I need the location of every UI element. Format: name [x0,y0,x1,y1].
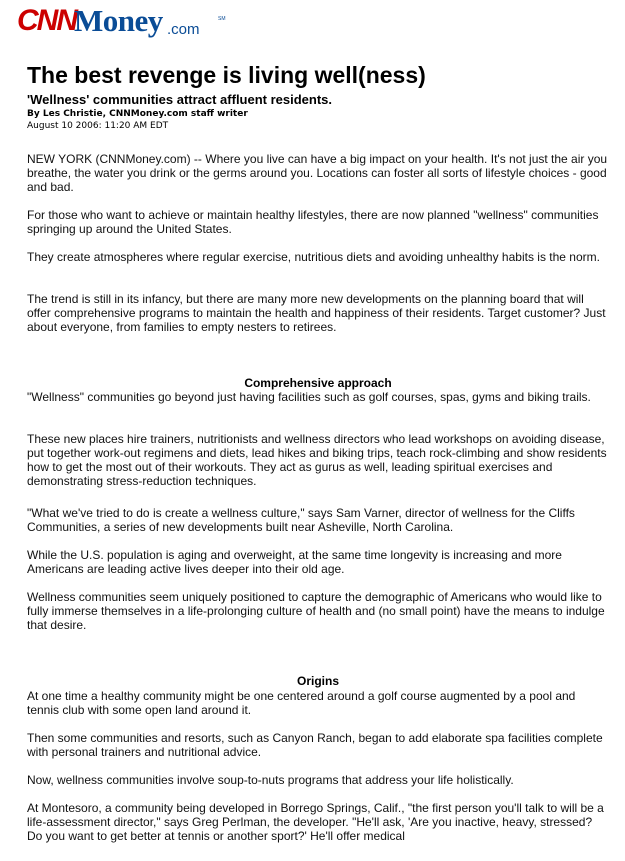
article-paragraph: The trend is still in its infancy, but there are many more new developments on the planning board that will offer comprehensive programs to maintain the health and happiness of their residents. Target customer? Just about everyone, from families to empty nesters to retirees. [27,292,606,334]
article-subhead: 'Wellness' communities attract affluent residents. [27,92,333,107]
article-byline: By Les Christie, CNNMoney.com staff writer [27,109,248,119]
article-paragraph: At one time a healthy community might be one centered around a golf course augmented by a pool and tennis club with some open land around it. [27,689,576,717]
article-paragraph: Now, wellness communities involve soup-to-nuts programs that address your life holistically. [27,773,514,787]
cnnmoney-logo[interactable] [17,3,237,42]
article-headline: The best revenge is living well(ness) [27,62,426,88]
article-paragraph: "What we've tried to do is create a wellness culture," says Sam Varner, director of wellness for the Cliffs Communities, a series of new developments built near Asheville, North Carolina. [27,506,575,534]
section-heading-comprehensive-approach: Comprehensive approach [244,376,392,390]
article-paragraph: While the U.S. population is aging and overweight, at the same time longevity is increasing and more Americans are leading active lives deeper into their old age. [27,548,562,576]
article-dateline: August 10 2006: 11:20 AM EDT [27,121,169,131]
article-paragraph: NEW YORK (CNNMoney.com) -- Where you live can have a big impact on your health. It's not just the air you breathe, the water you drink or the germs around you. Locations can foster all sorts of lifestyle choices - good and bad. [27,152,608,194]
article-paragraph: At Montesoro, a community being developed in Borrego Springs, Calif., "the first person you'll talk to will be a life-assessment director," says Greg Perlman, the developer. "He'll ask, 'Are you inactive, heavy, stressed? Do you want to get better at tennis or another sport?' He'll offer medical [27,801,604,843]
logo-dotcom-text: .com [167,21,200,38]
article-paragraph: For those who want to achieve or maintain healthy lifestyles, there are now planned "wellness" communities springing up around the United States. [27,208,599,236]
article-paragraph: "Wellness" communities go beyond just having facilities such as golf courses, spas, gyms and biking trails. [27,390,591,404]
logo-money-text: Money [74,3,163,38]
article-paragraph: Then some communities and resorts, such as Canyon Ranch, began to add elaborate spa facilities complete with personal trainers and nutritional advice. [27,731,603,759]
article-paragraph: They create atmospheres where regular exercise, nutritious diets and avoiding unhealthy habits is the norm. [27,250,600,264]
section-heading-origins: Origins [296,674,339,688]
article-paragraph: Wellness communities seem uniquely positioned to capture the demographic of Americans who would like to fully immerse themselves in a life-prolonging culture of health and (no small point) have the means to indulge that desire. [27,590,605,632]
logo-cnn-text: CNN [17,4,76,37]
logo-servicemark: SM [218,16,226,22]
article-paragraph: These new places hire trainers, nutritionists and wellness directors who lead workshops on avoiding disease, put together work-out regimens and diets, lead hikes and biking trips, teach rock-climbing and show residents how to get the most out of their workouts. They act as gurus as well, leading spiritual exercises and demonstrating stress-reduction techniques. [27,432,607,488]
